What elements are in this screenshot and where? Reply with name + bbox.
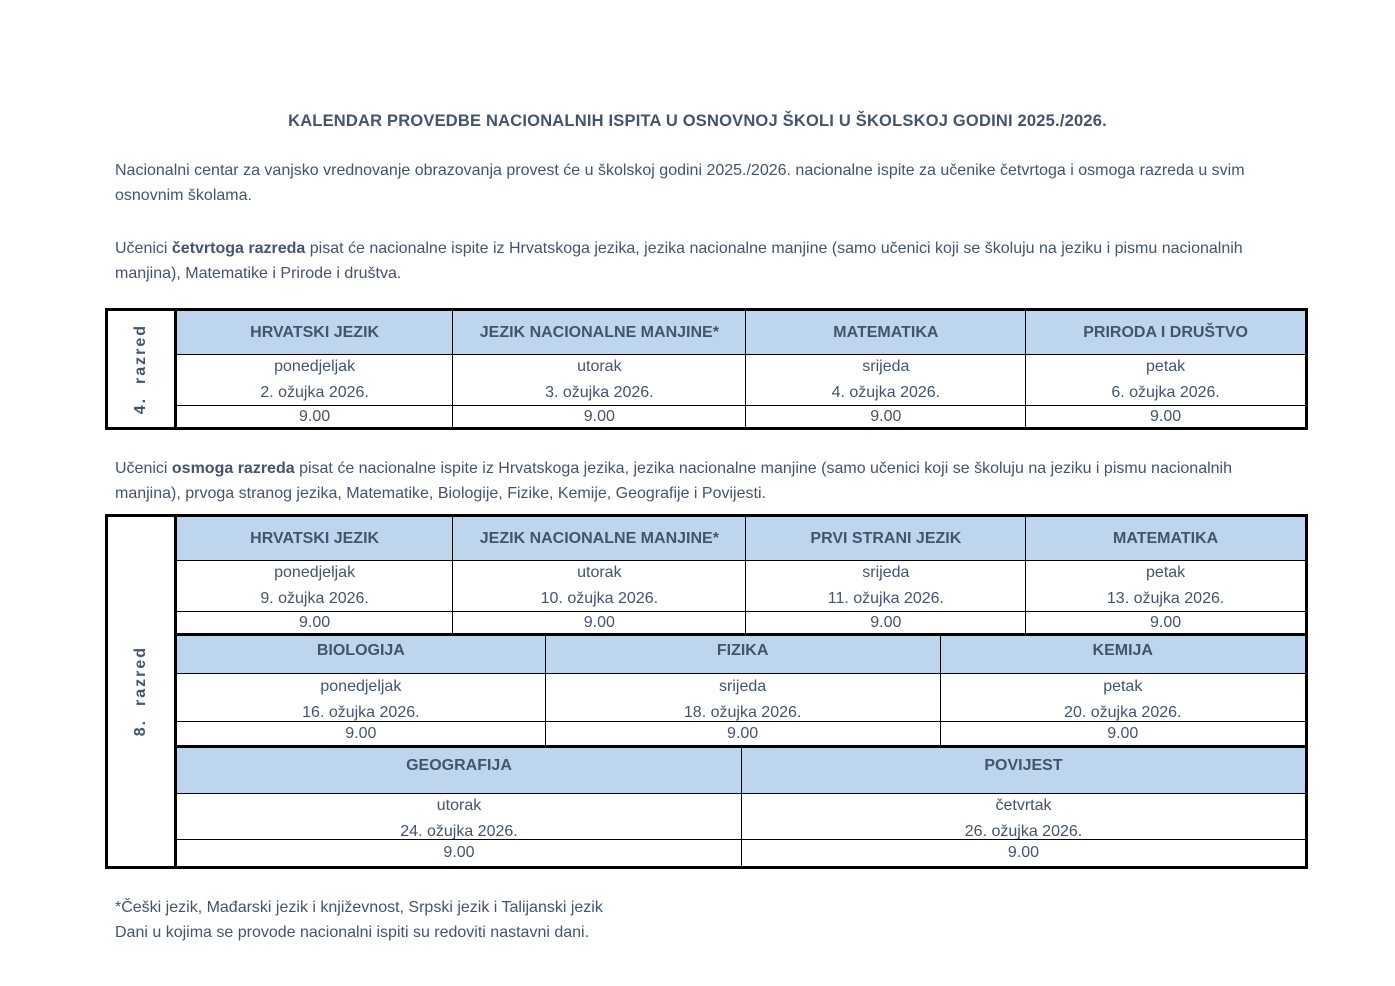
- grade8-label-column: [108, 517, 177, 866]
- grade8-row-label: 8. razred: [132, 646, 149, 737]
- exam-band: [177, 311, 1305, 427]
- subject-header: GEOGRAFIJA: [406, 756, 512, 774]
- subject-header: BIOLOGIJA: [316, 641, 405, 659]
- exam-day-name: petak: [1146, 564, 1186, 581]
- exam-day-cell: [177, 674, 545, 721]
- exam-day-cell: [177, 561, 452, 611]
- exam-day-cell: [452, 561, 745, 611]
- grade4-row-label: 4. razred: [132, 323, 149, 415]
- exam-day-name: utorak: [577, 564, 622, 581]
- exam-time-cell: 9.00: [1025, 406, 1305, 427]
- exam-time-row: [177, 405, 1305, 427]
- footnotes: [115, 895, 1395, 945]
- exam-day-date: 16. ožujka 2026.: [302, 703, 420, 721]
- exam-time-cell: 9.00: [345, 724, 377, 742]
- grade4-label-column: [108, 311, 177, 427]
- exam-time-row: [177, 721, 1305, 745]
- exam-day-cell: [177, 355, 452, 405]
- exam-day-row: [177, 560, 1305, 611]
- grade4-text-rest: pisat će nacionalne ispite iz Hrvatskoga jezika, jezika nacionalne manjine (samo učenici koji se školuju na jeziku i pismu nacionalnih manjina), Matematike i Prirode i društva.: [115, 240, 1243, 282]
- subject-header-row: [177, 636, 1305, 673]
- exam-day-name: četvrtak: [995, 796, 1052, 814]
- exam-time-row: [177, 839, 1305, 866]
- exam-time-cell: 9.00: [299, 407, 331, 425]
- grade8-paragraph: [115, 456, 1287, 506]
- exam-day-date: 9. ožujka 2026.: [260, 590, 369, 607]
- subject-header: JEZIK NACIONALNE MANJINE*: [452, 311, 745, 354]
- exam-day-row: [177, 673, 1305, 721]
- exam-day-date: 2. ožujka 2026.: [260, 384, 369, 401]
- exam-day-name: petak: [1146, 358, 1186, 375]
- exam-day-name: srijeda: [862, 564, 910, 581]
- exam-day-date: 4. ožujka 2026.: [831, 384, 941, 401]
- exam-day-row: [177, 793, 1305, 839]
- intro-paragraph: [115, 158, 1287, 208]
- exam-time-cell: 9.00: [940, 722, 1305, 745]
- subject-header: FIZIKA: [545, 636, 940, 673]
- page-title: KALENDAR PROVEDBE NACIONALNIH ISPITA U OSNOVNOJ ŠKOLI U ŠKOLSKOJ GODINI 2025./2026.: [288, 112, 1107, 130]
- exam-time-cell: 9.00: [443, 844, 475, 861]
- grade4-paragraph: [115, 236, 1287, 286]
- exam-day-date: 20. ožujka 2026.: [1064, 703, 1182, 721]
- exam-day-name: ponedjeljak: [320, 677, 402, 695]
- exam-day-row: [177, 354, 1305, 405]
- exam-day-cell: [1025, 355, 1305, 405]
- exam-day-name: srijeda: [862, 358, 910, 375]
- footnote-days: Dani u kojima se provode nacionalni ispiti su redoviti nastavni dani.: [115, 924, 590, 941]
- exam-day-name: petak: [1103, 677, 1143, 695]
- exam-band: [177, 517, 1305, 633]
- grade8-exam-table: [105, 514, 1308, 869]
- subject-header: PRIRODA I DRUŠTVO: [1025, 311, 1305, 354]
- exam-day-name: ponedjeljak: [274, 564, 356, 581]
- subject-header: POVIJEST: [741, 748, 1305, 793]
- footnote-subjects: *Češki jezik, Mađarski jezik i književnost, Srpski jezik i Talijanski jezik: [115, 899, 603, 916]
- grade8-bands: [177, 517, 1305, 866]
- exam-day-date: 24. ožujka 2026.: [400, 822, 518, 839]
- subject-header-row: [177, 311, 1305, 354]
- exam-time-cell: 9.00: [545, 722, 940, 745]
- exam-time-cell: 9.00: [452, 406, 745, 427]
- exam-day-cell: [177, 794, 741, 839]
- exam-day-cell: [452, 355, 745, 405]
- exam-day-date: 11. ožujka 2026.: [827, 590, 944, 607]
- exam-day-cell: [745, 561, 1025, 611]
- exam-day-name: utorak: [577, 358, 622, 375]
- grade8-text-prefix: Učenici: [115, 460, 172, 477]
- grade8-text-rest: pisat će nacionalne ispite iz Hrvatskoga jezika, jezika nacionalne manjine (samo učenici koji se školuju na jeziku i pismu nacionalnih manjina), prvoga stranog jezika, Matematike, Biologije, Fizike, Kemije, Geografije i Povijesti.: [115, 460, 1232, 502]
- exam-band: [177, 745, 1305, 866]
- grade4-bands: [177, 311, 1305, 427]
- exam-time-cell: 9.00: [299, 613, 331, 631]
- subject-header: PRVI STRANI JEZIK: [745, 517, 1025, 560]
- grade8-text-bold: osmoga razreda: [171, 460, 295, 477]
- exam-day-cell: [1025, 561, 1305, 611]
- exam-day-name: srijeda: [719, 677, 767, 695]
- subject-header: JEZIK NACIONALNE MANJINE*: [452, 517, 745, 560]
- exam-time-cell: 9.00: [745, 612, 1025, 633]
- exam-time-cell: 9.00: [741, 840, 1305, 866]
- exam-day-name: utorak: [436, 796, 482, 814]
- subject-header: HRVATSKI JEZIK: [250, 529, 380, 547]
- exam-band: [177, 633, 1305, 745]
- exam-day-name: ponedjeljak: [274, 358, 356, 375]
- exam-day-cell: [745, 355, 1025, 405]
- exam-time-row: [177, 611, 1305, 633]
- subject-header: MATEMATIKA: [745, 311, 1025, 354]
- exam-day-date: 10. ožujka 2026.: [540, 590, 659, 607]
- grade4-exam-table: [105, 308, 1308, 430]
- subject-header-row: [177, 517, 1305, 560]
- subject-header: KEMIJA: [940, 636, 1305, 673]
- exam-time-cell: 9.00: [1025, 612, 1305, 633]
- subject-header-row: [177, 748, 1305, 793]
- exam-day-cell: [545, 674, 940, 721]
- exam-day-date: 6. ožujka 2026.: [1111, 384, 1220, 401]
- exam-day-cell: [940, 674, 1305, 721]
- intro-text: Nacionalni centar za vanjsko vrednovanje obrazovanja provest će u školskoj godini 2025./2026. nacionalne ispite za učenike četvrtoga i osmoga razreda u svim osnovnim školama.: [115, 162, 1245, 204]
- exam-time-cell: 9.00: [452, 612, 745, 633]
- exam-day-date: 3. ožujka 2026.: [545, 384, 654, 401]
- exam-day-date: 26. ožujka 2026.: [964, 822, 1083, 839]
- exam-time-cell: 9.00: [745, 406, 1025, 427]
- subject-header: HRVATSKI JEZIK: [250, 323, 380, 341]
- subject-header: MATEMATIKA: [1025, 517, 1305, 560]
- exam-day-date: 18. ožujka 2026.: [683, 703, 802, 721]
- grade4-text-bold: četvrtoga razreda: [171, 240, 306, 257]
- exam-day-date: 13. ožujka 2026.: [1106, 590, 1225, 607]
- grade4-text-prefix: Učenici: [115, 240, 172, 257]
- exam-day-cell: [741, 794, 1305, 839]
